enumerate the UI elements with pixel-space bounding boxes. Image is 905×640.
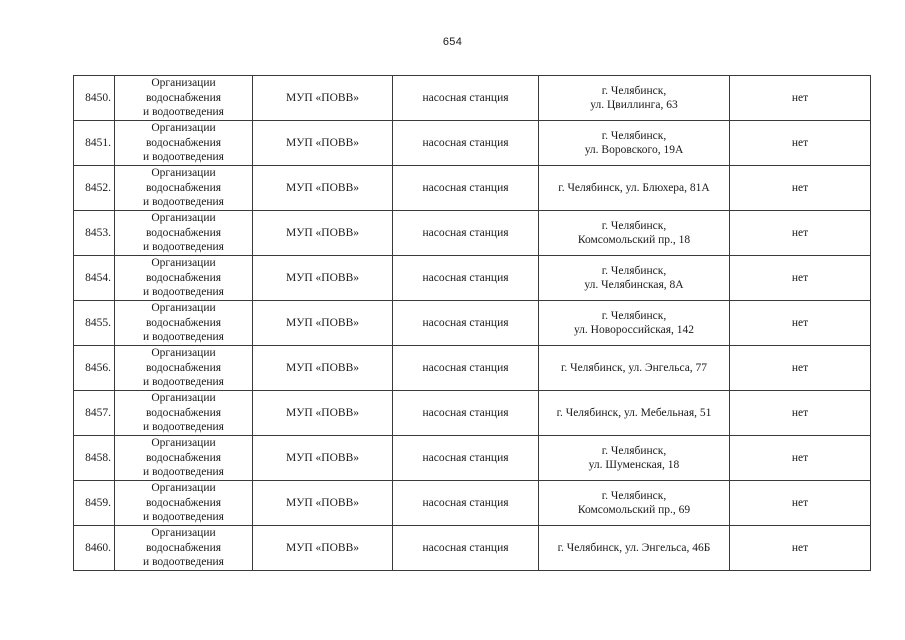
status-cell: нет [730,526,871,571]
status-cell: нет [730,301,871,346]
object-type-cell: насосная станция [393,121,539,166]
status-cell: нет [730,211,871,256]
address-cell [539,301,730,346]
organization-type-line: и водоотведения [143,241,224,254]
organization-type-cell [115,346,253,391]
organization-type-line: Организации [151,257,216,270]
organization-type-line: и водоотведения [143,106,224,119]
address-cell [539,391,730,436]
table-row [74,166,871,211]
object-type-cell: насосная станция [393,76,539,121]
table-row [74,526,871,571]
organization-name-cell: МУП «ПОВВ» [253,391,393,436]
organization-type-line: и водоотведения [143,466,224,479]
row-number-cell: 8456. [74,346,115,391]
address-cell [539,436,730,481]
status-cell: нет [730,436,871,481]
organization-type-line: и водоотведения [143,376,224,389]
table-row [74,121,871,166]
organization-type-line: водоснабжения [145,226,222,239]
organization-type-line: и водоотведения [143,511,224,524]
address-line: Комсомольский пр., 69 [577,504,691,516]
address-cell [539,346,730,391]
address-line: г. Челябинск, [601,219,667,232]
row-number-cell: 8451. [74,121,115,166]
table-row [74,211,871,256]
object-type-cell: насосная станция [393,166,539,211]
organization-type-cell [115,481,253,526]
organization-type-line: и водоотведения [143,151,224,164]
row-number-cell: 8454. [74,256,115,301]
row-number-cell: 8460. [74,526,115,571]
organization-name-cell: МУП «ПОВВ» [253,301,393,346]
address-line: Комсомольский пр., 18 [577,234,691,246]
organization-type-line: водоснабжения [145,181,222,194]
address-line: г. Челябинск, [601,129,667,142]
organization-type-cell [115,526,253,571]
organization-type-line: Организации [151,167,216,180]
address-line: г. Челябинск, ул. Мебельная, 51 [556,406,712,419]
organization-type-line: и водоотведения [143,196,224,209]
organization-type-cell [115,256,253,301]
address-cell [539,121,730,166]
status-cell: нет [730,121,871,166]
object-type-cell: насосная станция [393,436,539,481]
table-row [74,76,871,121]
table-row [74,391,871,436]
address-line: ул. Челябинская, 8А [584,279,684,291]
status-cell: нет [730,346,871,391]
status-cell: нет [730,166,871,211]
row-number-cell: 8457. [74,391,115,436]
organization-type-line: водоснабжения [145,136,222,149]
registry-table [73,75,871,571]
organization-type-line: и водоотведения [143,556,224,569]
row-number-cell: 8459. [74,481,115,526]
organization-type-cell [115,391,253,436]
organization-type-line: водоснабжения [145,541,222,554]
status-cell: нет [730,256,871,301]
address-line: г. Челябинск, [601,264,667,277]
organization-type-line: Организации [151,482,216,495]
organization-type-line: и водоотведения [143,421,224,434]
row-number-cell: 8458. [74,436,115,481]
organization-type-line: водоснабжения [145,316,222,329]
organization-type-line: водоснабжения [145,361,222,374]
organization-type-line: водоснабжения [145,91,222,104]
organization-type-line: водоснабжения [145,496,222,509]
registry-table-body [74,76,871,571]
organization-type-cell [115,301,253,346]
address-cell [539,76,730,121]
organization-type-line: Организации [151,527,216,540]
address-line: г. Челябинск, [601,309,667,322]
object-type-cell: насосная станция [393,256,539,301]
organization-type-line: водоснабжения [145,406,222,419]
object-type-cell: насосная станция [393,526,539,571]
organization-type-line: водоснабжения [145,271,222,284]
status-cell: нет [730,391,871,436]
table-row [74,301,871,346]
organization-type-line: Организации [151,122,216,135]
object-type-cell: насосная станция [393,346,539,391]
address-cell [539,481,730,526]
table-row [74,346,871,391]
organization-type-line: Организации [151,437,216,450]
organization-type-line: Организации [151,302,216,315]
organization-name-cell: МУП «ПОВВ» [253,346,393,391]
row-number-cell: 8455. [74,301,115,346]
row-number-cell: 8450. [74,76,115,121]
address-line: ул. Новороссийская, 142 [573,324,695,336]
row-number-cell: 8452. [74,166,115,211]
organization-name-cell: МУП «ПОВВ» [253,481,393,526]
object-type-cell: насосная станция [393,391,539,436]
organization-type-cell [115,121,253,166]
address-line: г. Челябинск, ул. Энгельса, 77 [560,361,708,374]
address-line: г. Челябинск, [601,444,667,457]
page-number: 654 [442,36,463,48]
table-row [74,481,871,526]
address-line: ул. Цвиллинга, 63 [590,99,678,111]
organization-name-cell: МУП «ПОВВ» [253,526,393,571]
organization-name-cell: МУП «ПОВВ» [253,256,393,301]
address-line: г. Челябинск, [601,84,667,97]
table-row [74,436,871,481]
row-number-cell: 8453. [74,211,115,256]
organization-name-cell: МУП «ПОВВ» [253,76,393,121]
address-line: ул. Шуменская, 18 [588,459,680,471]
organization-type-line: водоснабжения [145,451,222,464]
table-row [74,256,871,301]
organization-type-line: и водоотведения [143,331,224,344]
organization-name-cell: МУП «ПОВВ» [253,436,393,481]
address-cell [539,256,730,301]
address-line: г. Челябинск, [601,489,667,502]
organization-name-cell: МУП «ПОВВ» [253,166,393,211]
address-line: ул. Воровского, 19А [584,144,684,156]
organization-type-line: Организации [151,212,216,225]
organization-type-cell [115,436,253,481]
organization-type-line: и водоотведения [143,286,224,299]
address-cell [539,211,730,256]
address-cell [539,526,730,571]
address-cell [539,166,730,211]
object-type-cell: насосная станция [393,301,539,346]
address-line: г. Челябинск, ул. Энгельса, 46Б [557,541,711,554]
organization-type-line: Организации [151,77,216,90]
address-line: г. Челябинск, ул. Блюхера, 81А [558,181,710,194]
object-type-cell: насосная станция [393,211,539,256]
organization-type-cell [115,166,253,211]
organization-type-cell [115,211,253,256]
status-cell: нет [730,481,871,526]
organization-name-cell: МУП «ПОВВ» [253,211,393,256]
status-cell: нет [730,76,871,121]
organization-type-cell [115,76,253,121]
organization-name-cell: МУП «ПОВВ» [253,121,393,166]
organization-type-line: Организации [151,392,216,405]
object-type-cell: насосная станция [393,481,539,526]
organization-type-line: Организации [151,347,216,360]
